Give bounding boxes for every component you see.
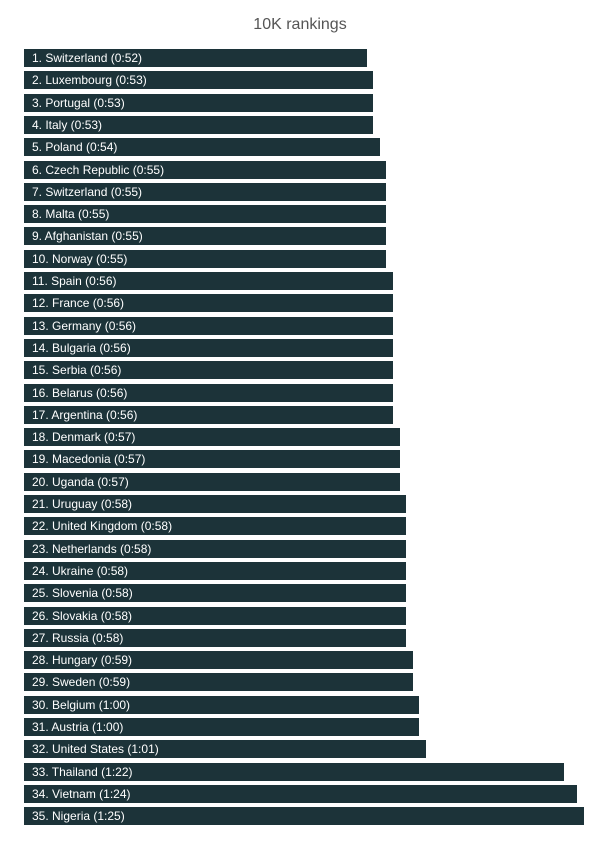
bar-label-11: 11. Spain (0:56) — [32, 274, 117, 288]
bar-label-27: 27. Russia (0:58) — [32, 630, 124, 645]
bar-label-30: 30. Belgium (1:00) — [32, 697, 131, 712]
bar-label-24: 24. Ukraine (0:58) — [32, 563, 129, 578]
bar-label-26: 26. Slovakia (0:58) — [32, 608, 133, 623]
bar-label-7: 7. Switzerland (0:55) — [32, 184, 143, 199]
bar-label-21: 21. Uruguay (0:58) — [32, 497, 133, 511]
bar-label-5: 5. Poland (0:54) — [32, 140, 118, 155]
bar-label-1: 1. Switzerland (0:52) — [32, 51, 143, 65]
bar-label-28: 28. Hungary (0:59) — [32, 653, 133, 668]
bar-label-14: 14. Bulgaria (0:56) — [32, 340, 131, 355]
bar-label-12: 12. France (0:56) — [32, 296, 125, 311]
bar-label-18: 18. Denmark (0:57) — [32, 430, 136, 445]
bar-label-3: 3. Portugal (0:53) — [32, 95, 125, 110]
bar-label-35: 35. Nigeria (1:25) — [32, 809, 125, 824]
bar-label-25: 25. Slovenia (0:58) — [32, 586, 133, 601]
bar-chart — [24, 49, 584, 829]
bar-label-2: 2. Luxembourg (0:53) — [32, 73, 147, 88]
bar-label-20: 20. Uganda (0:57) — [32, 474, 129, 489]
bar-label-31: 31. Austria (1:00) — [32, 720, 124, 734]
bar-label-4: 4. Italy (0:53) — [32, 117, 103, 132]
bar-label-13: 13. Germany (0:56) — [32, 318, 137, 333]
bar-label-22: 22. United Kingdom (0:58) — [32, 519, 173, 534]
bar-label-9: 9. Afghanistan (0:55) — [32, 229, 143, 244]
bar-label-29: 29. Sweden (0:59) — [32, 675, 131, 690]
bar-label-32: 32. United States (1:01) — [32, 742, 159, 757]
bar-label-6: 6. Czech Republic (0:55) — [32, 162, 165, 177]
bar-label-33: 33. Thailand (1:22) — [32, 764, 133, 779]
bar-label-15: 15. Serbia (0:56) — [32, 363, 122, 378]
bar-label-10: 10. Norway (0:55) — [32, 251, 128, 266]
chart-title: 10K rankings — [253, 16, 347, 33]
bar-label-23: 23. Netherlands (0:58) — [32, 541, 152, 556]
bar-label-34: 34. Vietnam (1:24) — [32, 786, 131, 801]
bar-label-19: 19. Macedonia (0:57) — [32, 452, 146, 467]
bar-label-17: 17. Argentina (0:56) — [32, 407, 138, 422]
bar-label-16: 16. Belarus (0:56) — [32, 385, 128, 400]
bar-label-8: 8. Malta (0:55) — [32, 207, 110, 222]
